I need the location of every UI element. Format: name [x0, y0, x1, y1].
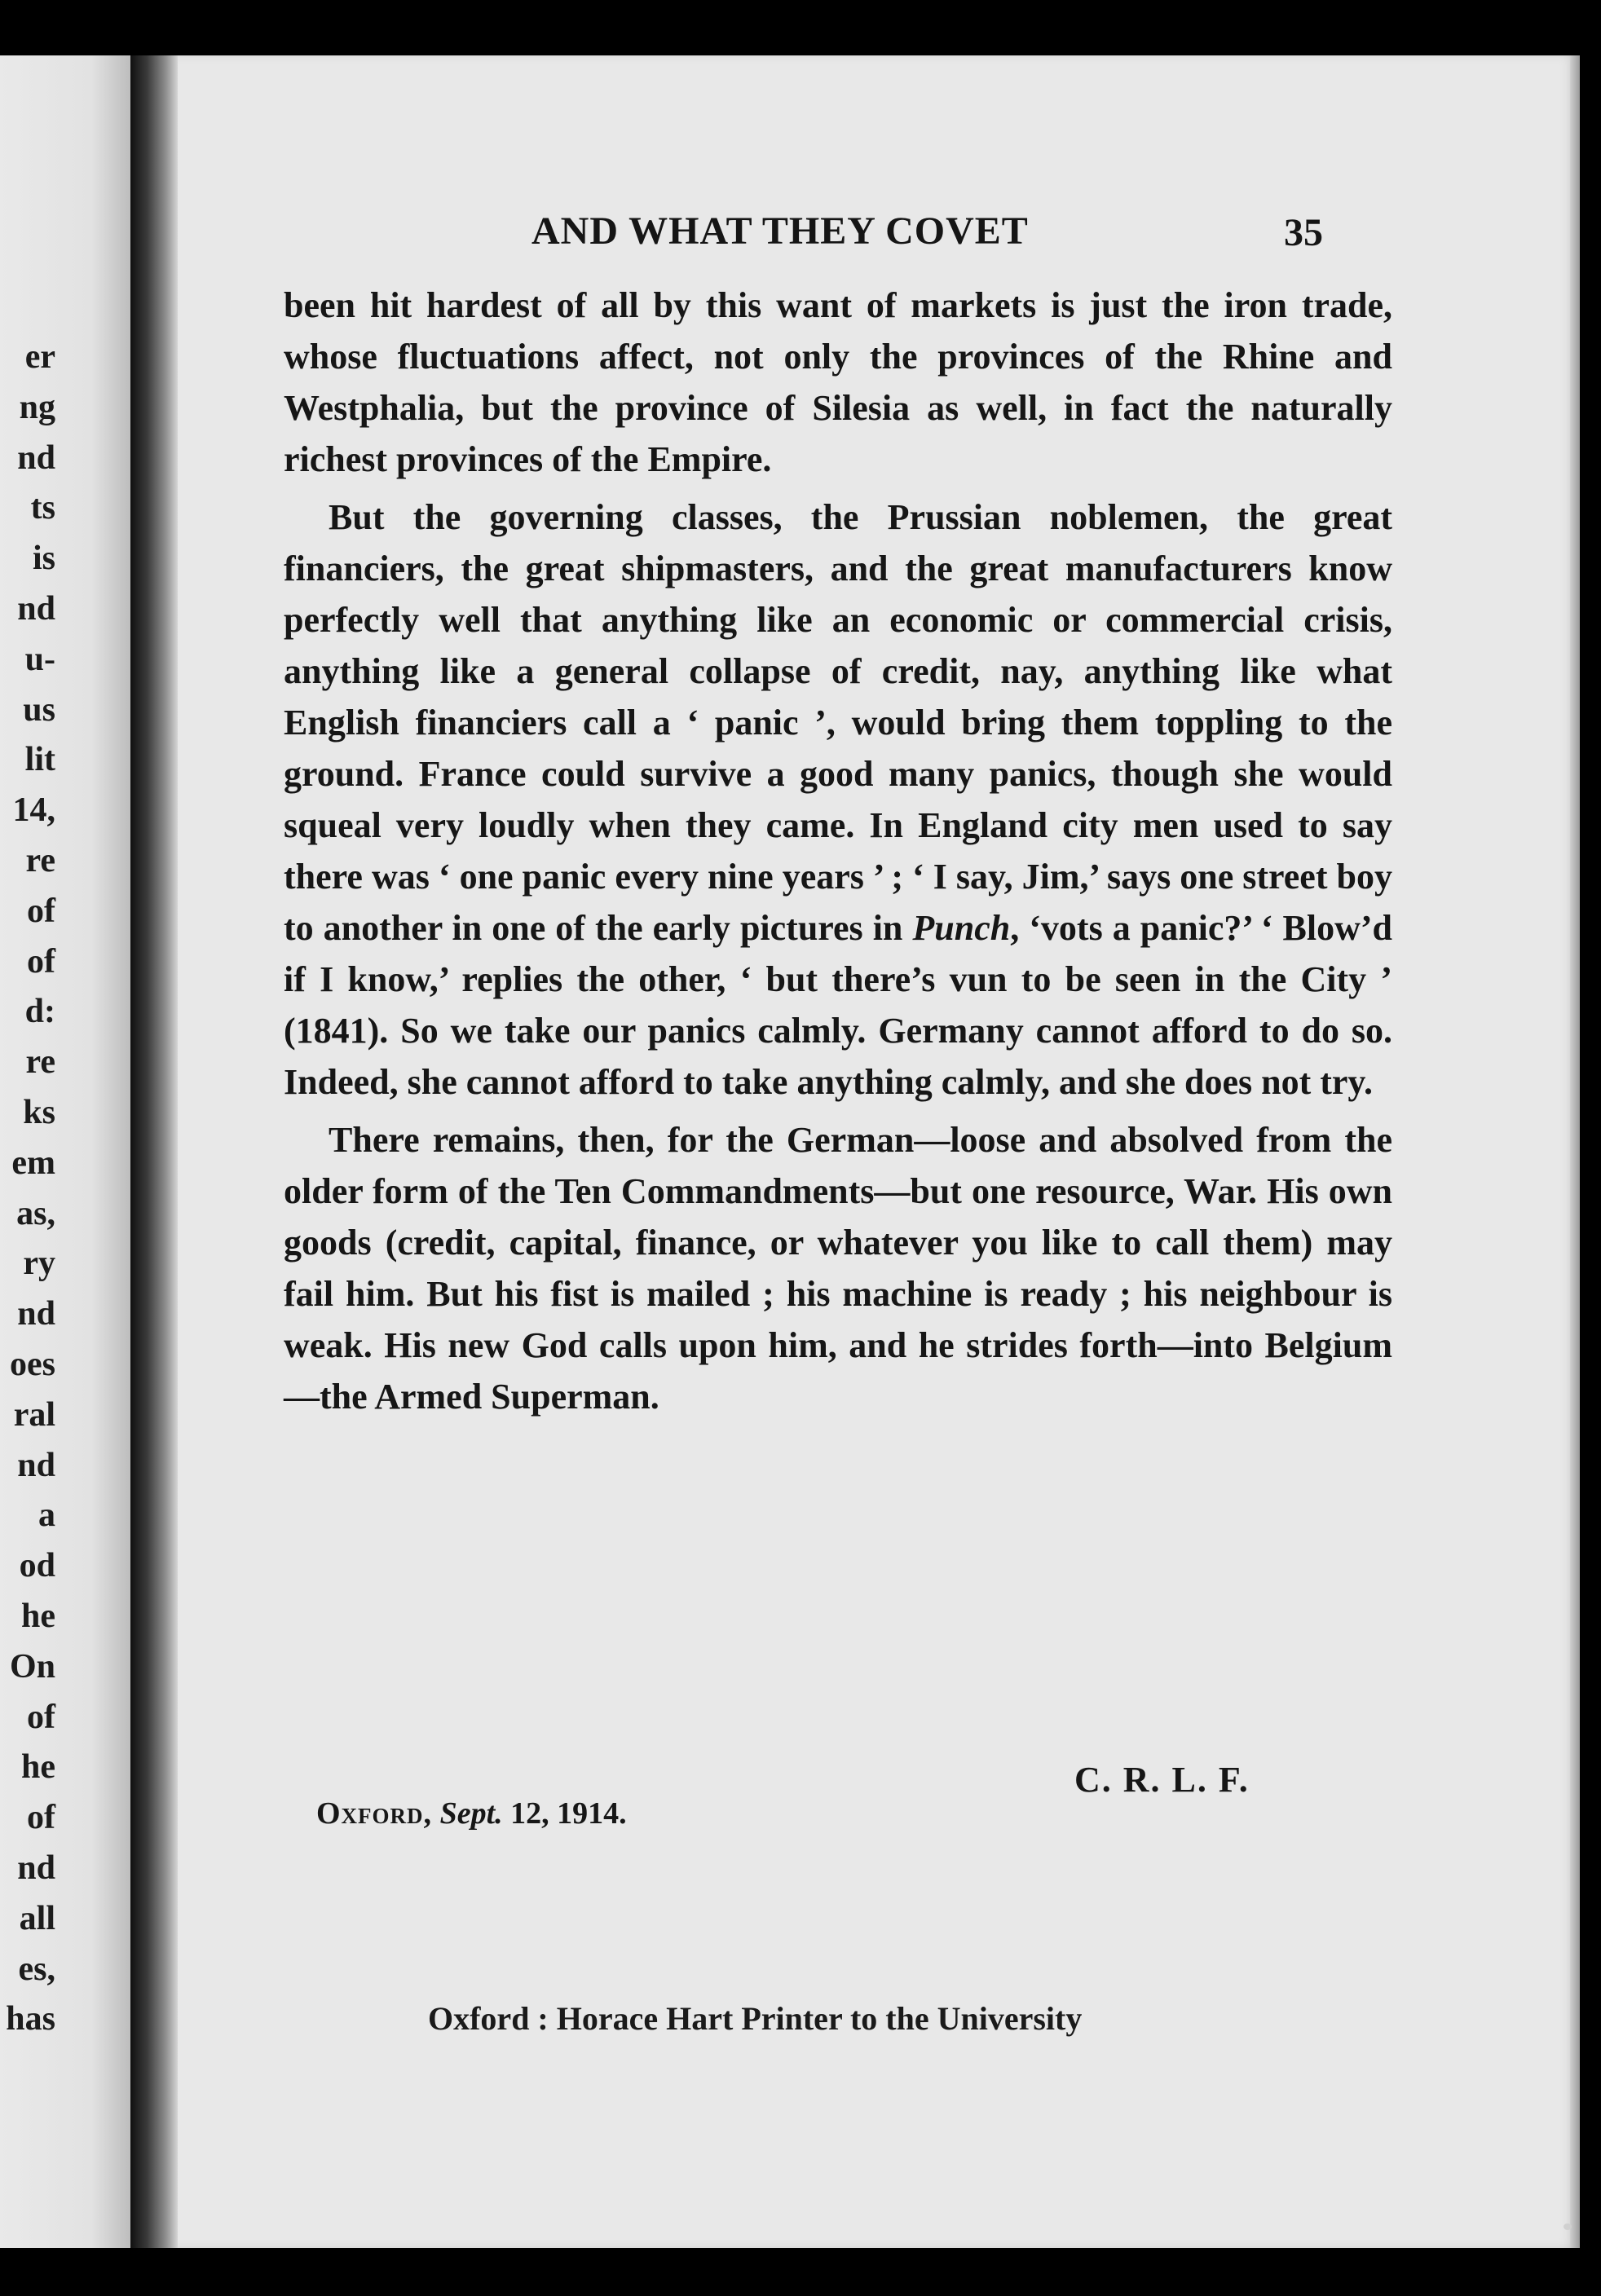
- previous-page-fragment: has: [6, 2000, 55, 2038]
- paragraph-governing-classes: But the governing classes, the Prussian noblemen, the great financiers, the great shipmasters, and the great manufacturers know perfectly well that anything like an economic or commercial crisis, anything like a general collapse of credit, nay, anything like what English financiers call a ‘ panic ’, would bring them toppling to the ground. France could survive a good many panics, though she would squeal very loudly when they came. In England city men used to say there was ‘ one panic every nine years ’ ; ‘ I say, Jim,’ says one street boy to another in one of the early pictures in Punch, ‘vots a panic?’ ‘ Blow’d if I know,’ replies the other, ‘ but there’s vun to be seen in the City ’ (1841). So we take our panics calmly. Germany cannot afford to do so. Indeed, she cannot afford to take anything calmly, and she does not try.: [284, 497, 1392, 1102]
- previous-page-edge: [0, 55, 130, 2248]
- previous-page-fragment: he: [21, 1597, 55, 1635]
- previous-page-fragment: of: [27, 892, 55, 930]
- previous-page-fragment: of: [27, 942, 55, 981]
- paragraph-german-war: There remains, then, for the German—loose and absolved from the older form of the Ten Commandments—but one resource, War. His own goods (credit, capital, finance, or whatever you like to call them) may fail him. But his fist is mailed ; his machine is ready ; his neighbour is weak. His new God calls upon him, and he strides forth—into Belgium—the Armed Superman.: [284, 1120, 1392, 1417]
- previous-page-fragment: us: [23, 690, 55, 729]
- previous-page-fragment: 14,: [12, 791, 55, 830]
- previous-page-fragment: On: [9, 1647, 55, 1686]
- paragraph-continued: been hit hardest of all by this want of markets is just the iron trade, whose fluctuations affect, not only the provinces of the Rhine and Westphalia, but the province of Silesia as well, in fact the naturally richest provinces of the Empire.: [284, 285, 1392, 479]
- date-day-year: 12, 1914.: [510, 1796, 627, 1831]
- book-page: [178, 55, 1580, 2248]
- previous-page-fragment: nd: [17, 589, 55, 628]
- previous-page-fragment: ral: [13, 1395, 55, 1434]
- book-gutter: [130, 55, 178, 2248]
- page-number: 35: [1284, 211, 1323, 254]
- previous-page-fragment: he: [21, 1748, 55, 1787]
- previous-page-fragment: is: [32, 540, 55, 578]
- date-month: Sept.: [439, 1796, 503, 1831]
- page-edge-shadow: [1570, 55, 1580, 2248]
- previous-page-fragment: d:: [24, 993, 55, 1031]
- previous-page-fragment: of: [27, 1799, 55, 1837]
- previous-page-fragment: re: [25, 841, 55, 879]
- previous-page-fragment: ng: [19, 388, 55, 426]
- previous-page-text-fragments: [6, 333, 55, 2045]
- previous-page-fragment: of: [27, 1698, 55, 1736]
- author-initials: C. R. L. F.: [1074, 1760, 1250, 1800]
- body-text: [284, 280, 1392, 1422]
- previous-page-fragment: lit: [24, 741, 55, 779]
- previous-page-fragment: all: [19, 1899, 55, 1937]
- paper-speck: [1564, 2223, 1572, 2230]
- previous-page-fragment: ts: [30, 489, 55, 527]
- previous-page-fragment: nd: [17, 1849, 55, 1887]
- previous-page-fragment: re: [25, 1043, 55, 1082]
- previous-page-fragment: em: [11, 1144, 55, 1182]
- previous-page-fragment: es,: [18, 1950, 55, 1988]
- place: Oxford,: [316, 1796, 433, 1831]
- previous-page-fragment: nd: [17, 1446, 55, 1484]
- printer-imprint: Oxford : Horace Hart Printer to the University: [428, 2000, 1083, 2037]
- previous-page-fragment: od: [19, 1547, 55, 1585]
- previous-page-fragment: nd: [17, 1295, 55, 1333]
- previous-page-fragment: er: [24, 338, 55, 376]
- previous-page-fragment: oes: [10, 1345, 55, 1383]
- previous-page-fragment: ks: [23, 1093, 55, 1131]
- previous-page-fragment: nd: [17, 438, 55, 477]
- previous-page-fragment: u-: [24, 640, 55, 678]
- running-head: AND WHAT THEY COVET: [531, 209, 1029, 253]
- previous-page-fragment: as,: [16, 1194, 55, 1232]
- previous-page-fragment: a: [38, 1496, 55, 1535]
- place-and-date: [316, 1796, 627, 1831]
- previous-page-fragment: ry: [23, 1245, 55, 1283]
- publication-title: Punch: [912, 908, 1011, 948]
